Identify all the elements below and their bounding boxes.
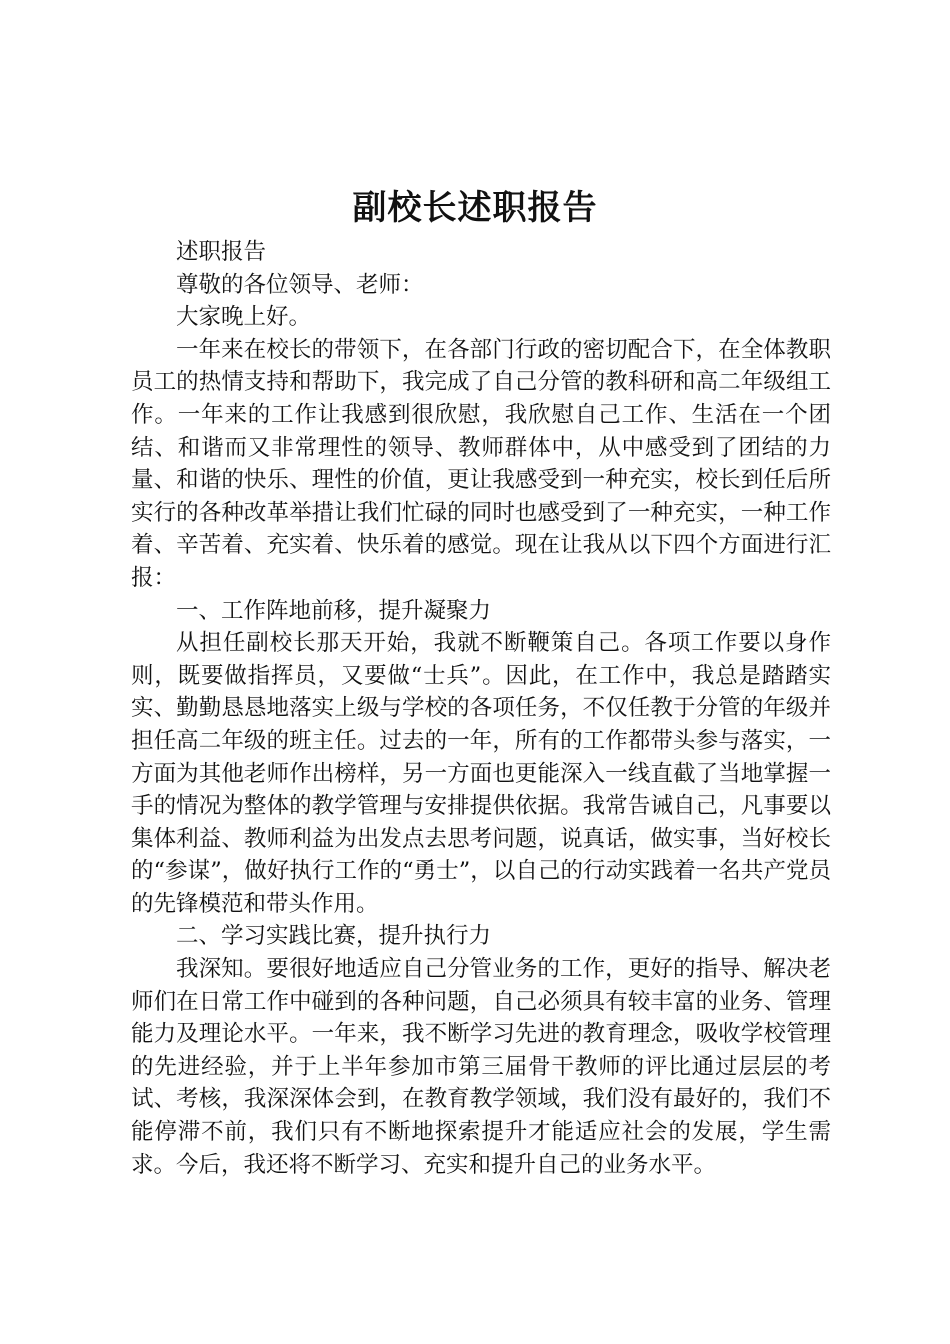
greeting: 大家晚上好。 [176,304,312,331]
intro-paragraph: 一年来在校长的带领下，在各部门行政的密切配合下，在全体教职员工的热情支持和帮助下，我完成了自己分管的教科研和高二年级组工作。一年来的工作让我感到很欣慰，我欣慰自己工作、生活在一个团结、和谐而又非常理性的领导、教师群体中，从中感受到了团结的力量、和谐的快乐、理性的价值，更让我感受到一种充实，校长到任后所实行的各种改革举措让我们忙碌的同时也感受到了一种充实，一种工作着、辛苦着、充实着、快乐着的感觉。现在让我从以下四个方面进行汇报： [131,336,831,591]
document-title: 副校长述职报告 [352,188,598,228]
salutation: 尊敬的各位领导、老师： [176,271,424,298]
section-2-paragraph: 我深知。要很好地适应自己分管业务的工作，更好的指导、解决老师们在日常工作中碰到的各种问题，自己必须具有较丰富的业务、管理能力及理论水平。一年来，我不断学习先进的教育理念，吸收学校管理的先进经验，并于上半年参加市第三届骨干教师的评比通过层层的考试、考核，我深深体会到，在教育教学领域，我们没有最好的，我们不能停滞不前，我们只有不断地探索提升才能适应社会的发展，学生需求。今后，我还将不断学习、充实和提升自己的业务水平。 [131,956,831,1178]
section-heading-2: 二、学习实践比赛，提升执行力 [176,923,492,950]
report-label: 述职报告 [176,239,267,265]
document-body [131,236,831,1181]
section-1-paragraph: 从担任副校长那天开始，我就不断鞭策自己。各项工作要以身作则，既要做指挥员，又要做“士兵”。因此，在工作中，我总是踏踏实实、勤勤恳恳地落实上级与学校的各项任务，不仅任教于分管的年级并担任高二年级的班主任。过去的一年，所有的工作都带头参与落实，一方面为其他老师作出榜样，另一方面也更能深入一线直截了当地掌握一手的情况为整体的教学管理与安排提供依据。我常告诫自己，凡事要以集体利益、教师利益为出发点去思考问题，说真话，做实事，当好校长的“参谋”，做好执行工作的“勇士”，以自己的行动实践着一名共产党员的先锋模范和带头作用。 [131,630,831,917]
section-heading-1: 一、工作阵地前移，提升凝聚力 [176,597,492,624]
